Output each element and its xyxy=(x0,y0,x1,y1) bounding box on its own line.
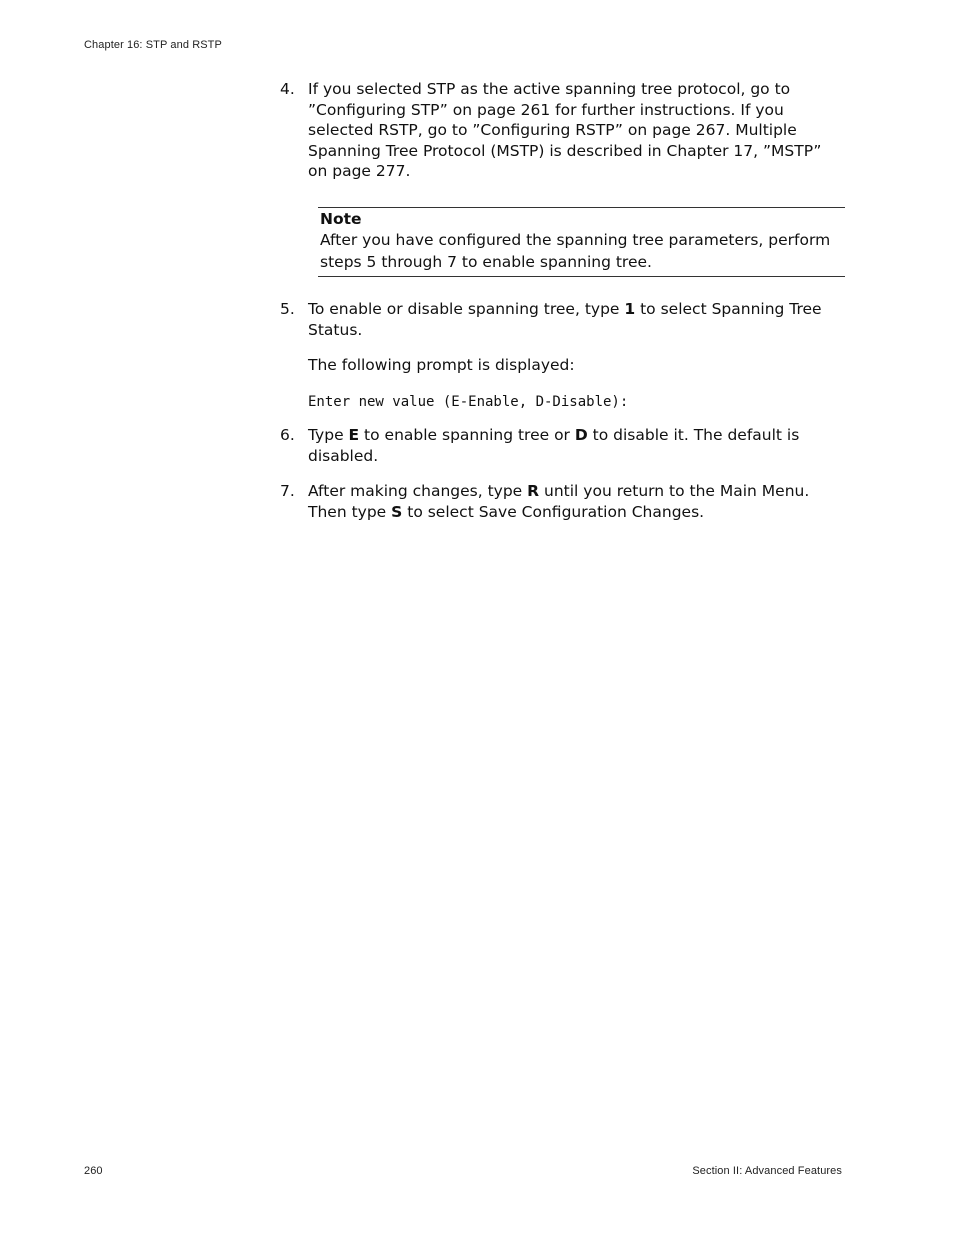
step-text-part: to select Spanning Tree Status. xyxy=(308,300,822,339)
page-content xyxy=(280,79,845,522)
note-box xyxy=(318,207,845,278)
running-footer-section: Section II: Advanced Features xyxy=(692,1165,842,1177)
step-text: If you selected STP as the active spanning tree protocol, go to ”Configuring STP” on page 261 for further instructions. If you selected RSTP, go to ”Configuring RSTP” on page 267. Multiple Spanning Tree Protocol (MSTP) is described in Chapter 17, ”MSTP” on page 277. xyxy=(308,80,822,180)
prompt-code: Enter new value (E-Enable, D-Disable): xyxy=(308,393,629,410)
note-text: After you have configured the spanning tree parameters, perform steps 5 through 7 to enable spanning tree. xyxy=(320,231,831,271)
step-text-part: Type xyxy=(308,426,349,444)
step-text-part: to disable it. The default is disabled. xyxy=(308,426,800,465)
running-header-chapter: Chapter 16: STP and RSTP xyxy=(84,39,222,51)
key-name: 1 xyxy=(624,300,636,318)
note-title: Note xyxy=(320,209,362,228)
step-number: 7. xyxy=(280,482,295,500)
step-text-part: to enable spanning tree or xyxy=(359,426,575,444)
step-text xyxy=(308,481,845,522)
step-text xyxy=(308,299,845,340)
key-name: R xyxy=(527,482,540,500)
step-number: 4. xyxy=(280,80,295,98)
key-name: D xyxy=(574,426,588,444)
step-5 xyxy=(280,299,845,412)
step-4 xyxy=(280,79,845,182)
step-text xyxy=(308,425,845,466)
key-name: S xyxy=(391,502,403,521)
step-text-part: After making changes, type xyxy=(308,482,528,500)
step-text-part: to select Save Configuration Changes. xyxy=(402,502,705,521)
page-number: 260 xyxy=(84,1165,103,1177)
step-number: 6. xyxy=(280,426,295,444)
step-text-part: until you return to the Main Menu. Then type xyxy=(308,482,810,521)
step-7 xyxy=(280,481,845,522)
prompt-intro: The following prompt is displayed: xyxy=(308,356,575,374)
step-text-part: To enable or disable spanning tree, type xyxy=(308,300,625,318)
step-number: 5. xyxy=(280,300,295,318)
step-6 xyxy=(280,425,845,466)
key-name: E xyxy=(348,426,360,444)
